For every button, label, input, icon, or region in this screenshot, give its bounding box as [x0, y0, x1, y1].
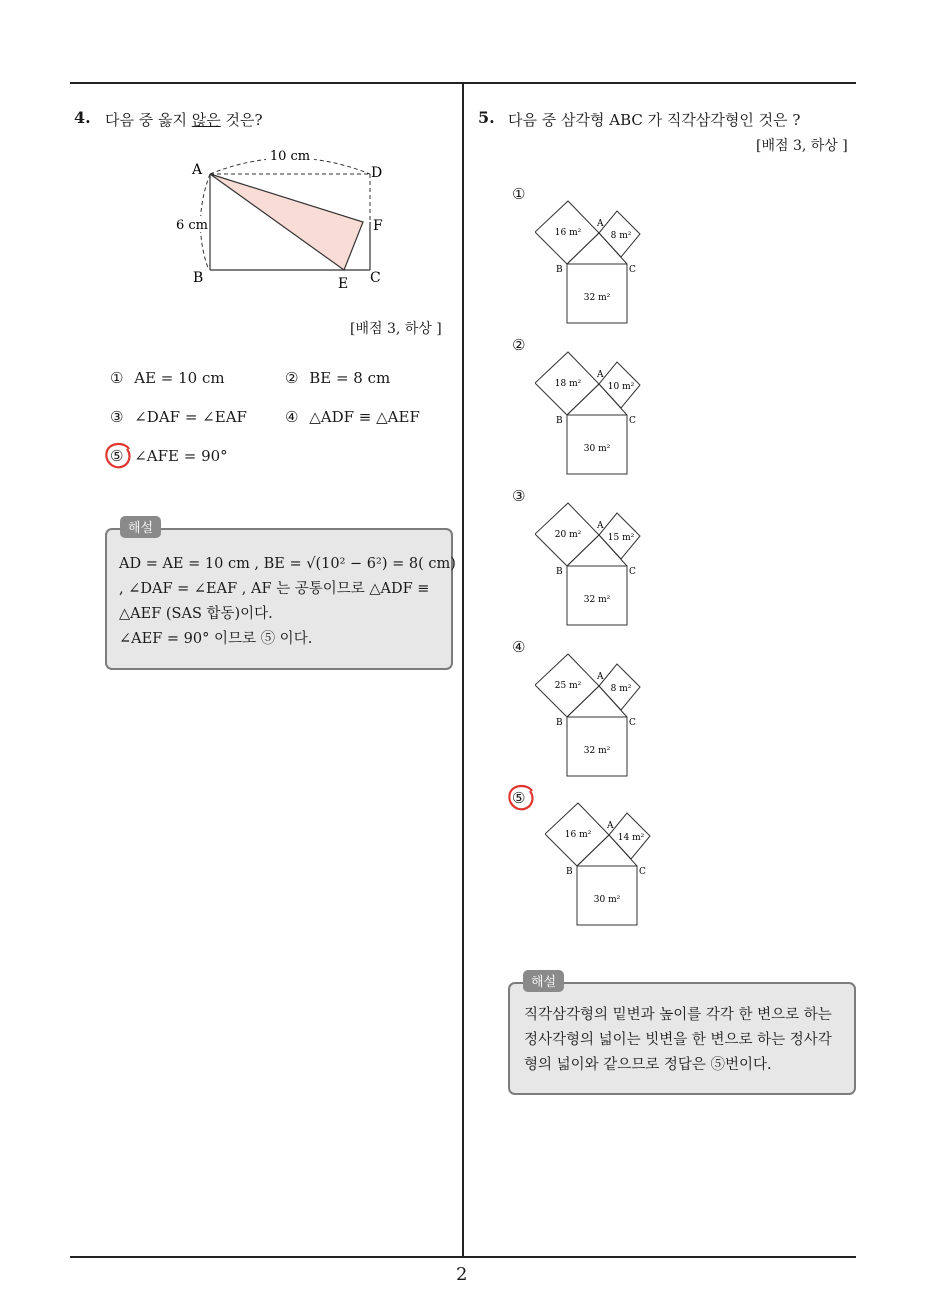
q5-opt4-bottom-area: 32 m² — [583, 746, 611, 756]
q5-option-1-figure — [535, 198, 665, 326]
q5-opt1-point-c: C — [629, 265, 636, 275]
q5-option-5-num[interactable]: ⑤ — [512, 789, 526, 807]
q4-choice-1-num: ① — [110, 369, 124, 387]
q5-opt1-point-a: A — [597, 219, 604, 229]
q5-opt3-point-b: B — [556, 567, 563, 577]
q5-opt3-right-area: 15 m² — [607, 533, 635, 543]
q5-opt2-left-area: 18 m² — [554, 379, 582, 389]
q5-option-4-figure — [535, 651, 665, 779]
q5-opt1-left-area: 16 m² — [554, 228, 582, 238]
q5-score: [배점 3, 하상 ] — [756, 138, 848, 154]
q5-solution-box — [508, 982, 856, 1095]
q5-option-3-num[interactable]: ③ — [512, 487, 526, 505]
q5-opt3-point-c: C — [629, 567, 636, 577]
q4-figure — [170, 140, 410, 300]
q5-solution-tag: 해설 — [523, 970, 564, 992]
q5-opt3-left-area: 20 m² — [554, 530, 582, 540]
q4-choice-5-num: ⑤ — [110, 447, 124, 465]
q4-question-pre: 다음 중 옳지 — [105, 111, 192, 129]
q5-opt2-bottom-area: 30 m² — [583, 444, 611, 454]
q4-label-left: 6 cm — [175, 218, 209, 233]
q4-point-f: F — [373, 218, 383, 234]
q4-choice-3-num: ③ — [110, 408, 124, 426]
q5-number: 5. — [478, 108, 495, 127]
q4-solution-line2: , ∠DAF = ∠EAF , AF 는 공통이므로 △ADF ≡ — [119, 581, 430, 597]
q4-triangle-aef — [210, 174, 363, 270]
q5-opt3-point-a: A — [597, 521, 604, 531]
q4-solution-line3: △AEF (SAS 합동)이다. — [119, 606, 273, 622]
q4-choice-1-text: AE = 10 cm — [134, 369, 225, 387]
q5-solution-line2: 정사각형의 넓이는 빗변을 한 변으로 하는 정사각 — [524, 1032, 832, 1048]
q4-choice-4-text: △ADF ≡ △AEF — [309, 408, 420, 426]
page-number: 2 — [456, 1264, 468, 1285]
q5-option-4-num[interactable]: ④ — [512, 638, 526, 656]
q4-choice-4-num: ④ — [285, 408, 299, 426]
q5-opt5-point-b: B — [566, 867, 573, 877]
q5-opt4-point-b: B — [556, 718, 563, 728]
q4-point-e: E — [338, 276, 349, 292]
q5-opt5-point-c: C — [639, 867, 646, 877]
q4-choice-1[interactable] — [110, 369, 225, 387]
q4-point-b: B — [193, 270, 204, 286]
q5-solution-line1: 직각삼각형의 밑변과 높이를 각각 한 변으로 하는 — [524, 1007, 832, 1023]
bottom-rule — [70, 1256, 856, 1258]
q5-opt5-point-a: A — [607, 821, 614, 831]
q5-opt1-point-b: B — [556, 265, 563, 275]
q4-choice-5-text: ∠AFE = 90° — [134, 447, 228, 465]
q4-answer-mark-icon — [102, 440, 134, 472]
q5-answer-mark-icon — [505, 782, 537, 814]
q5-opt5-left-area: 16 m² — [564, 830, 592, 840]
q5-option-5-figure — [545, 800, 675, 928]
q5-opt2-right-area: 10 m² — [607, 382, 635, 392]
q4-solution-tag: 해설 — [120, 516, 161, 538]
q4-choice-3[interactable] — [110, 408, 247, 426]
q4-choice-2[interactable] — [285, 369, 390, 387]
q4-choice-4[interactable] — [285, 408, 420, 426]
q4-solution-box — [105, 528, 456, 670]
q5-opt4-right-area: 8 m² — [610, 684, 632, 694]
q5-opt5-right-area: 14 m² — [617, 833, 645, 843]
q5-opt1-right-area: 8 m² — [610, 231, 632, 241]
q5-option-1-num[interactable]: ① — [512, 185, 526, 203]
q5-opt5-bottom-area: 30 m² — [593, 895, 621, 905]
q4-point-c: C — [370, 270, 381, 286]
q4-score: [배점 3, 하상 ] — [350, 321, 442, 337]
q4-question-underlined: 않은 — [191, 111, 221, 129]
q5-opt2-point-b: B — [556, 416, 563, 426]
q5-option-3-figure — [535, 500, 665, 628]
q5-opt1-bottom-area: 32 m² — [583, 293, 611, 303]
q5-option-2-num[interactable]: ② — [512, 336, 526, 354]
q4-choice-2-num: ② — [285, 369, 299, 387]
q5-opt4-left-area: 25 m² — [554, 681, 582, 691]
q5-opt2-point-c: C — [629, 416, 636, 426]
q4-choice-3-text: ∠DAF = ∠EAF — [134, 408, 247, 426]
q4-point-d: D — [371, 165, 383, 181]
q4-question-post: 것은? — [220, 111, 263, 129]
q5-opt4-point-a: A — [597, 672, 604, 682]
q4-solution-line4: ∠AEF = 90° 이므로 ⑤ 이다. — [119, 631, 313, 647]
q5-opt2-point-a: A — [597, 370, 604, 380]
q4-number: 4. — [74, 108, 91, 127]
q4-choice-2-text: BE = 8 cm — [309, 369, 391, 387]
q5-question: 다음 중 삼각형 ABC 가 직각삼각형인 것은 ? — [508, 111, 801, 129]
q5-solution-line3: 형의 넓이와 같으므로 정답은 ⑤번이다. — [524, 1057, 772, 1073]
q5-option-2-figure — [535, 349, 665, 477]
q4-label-top: 10 cm — [269, 149, 311, 164]
column-divider — [462, 82, 464, 1258]
q4-question — [105, 109, 263, 130]
q5-opt4-point-c: C — [629, 718, 636, 728]
q5-opt3-bottom-area: 32 m² — [583, 595, 611, 605]
q4-point-a: A — [192, 162, 203, 178]
q4-solution-line1: AD = AE = 10 cm , BE = √(10² − 6²) = 8( cm) — [119, 556, 456, 572]
